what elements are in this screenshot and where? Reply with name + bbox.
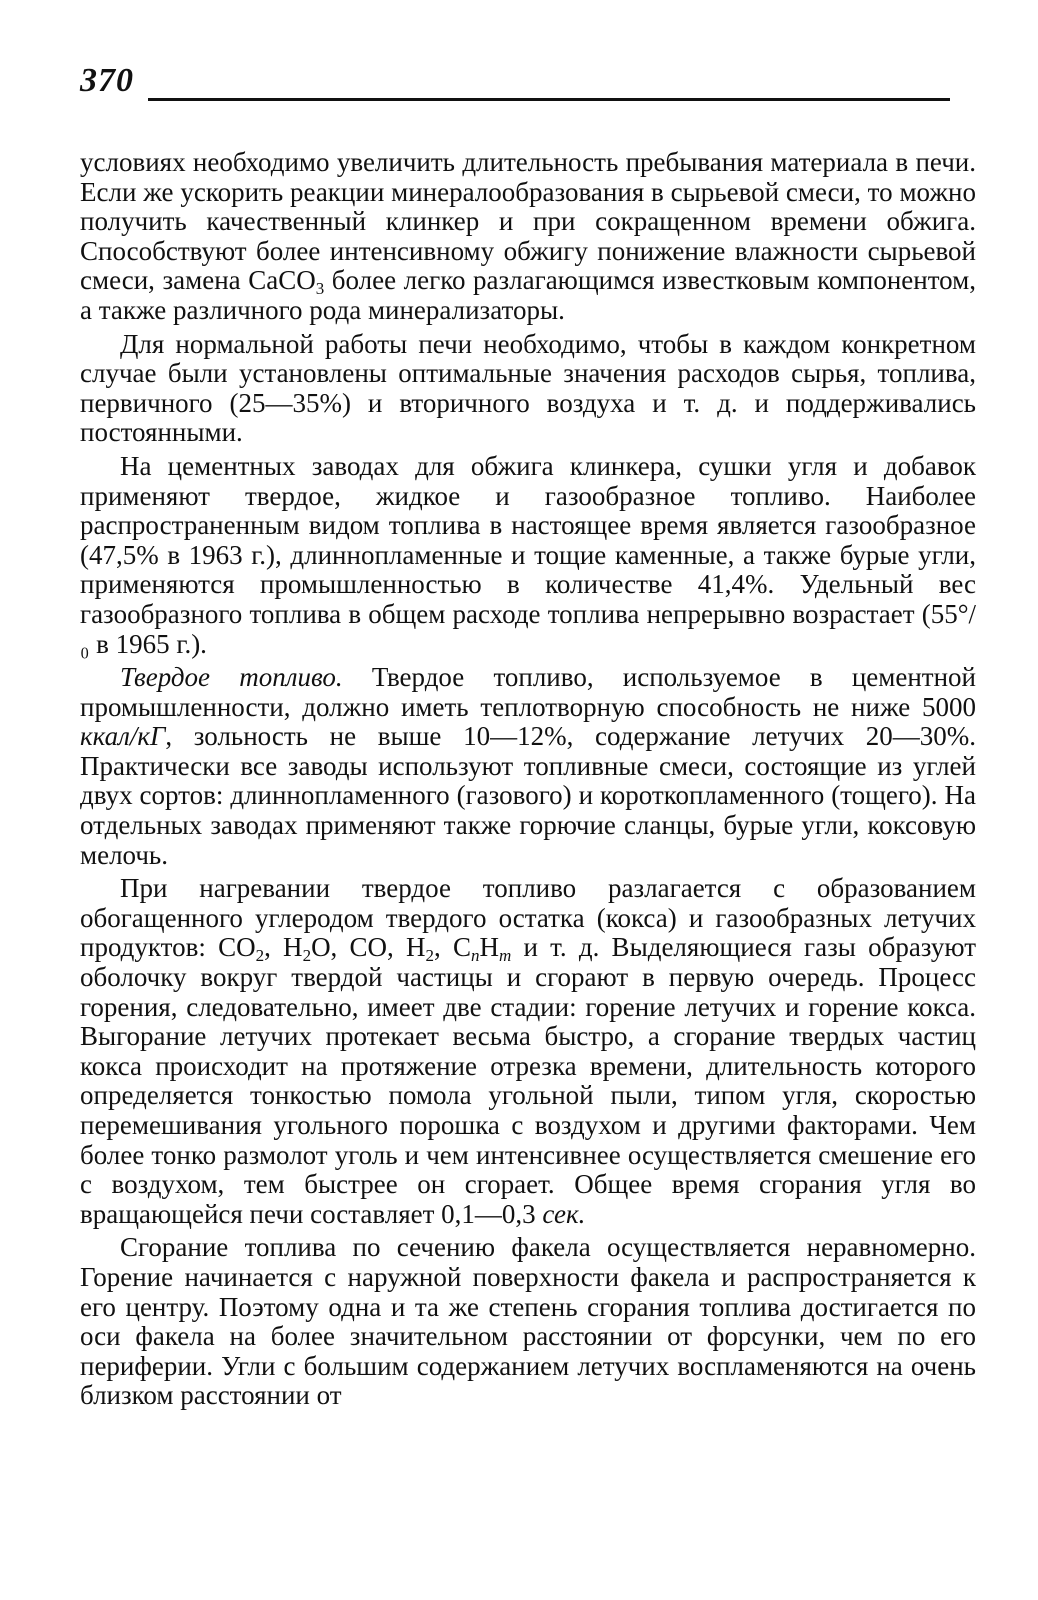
unit-label: сек. xyxy=(542,1198,586,1229)
paragraph-4 xyxy=(80,663,976,870)
page-header xyxy=(80,60,950,110)
paragraph-text: и т. д. Выделяющиеся газы образуют оболочку вокруг твердой частицы и сгорают в первую очередь. Процесс горения, следовательно, имеет две стадии: горение летучих и горение кокса. Выгорание летучих протекает весьма быстро, а сгорание твердых частиц кокса происходит на протяжение отрезка времени, длительность которого определяется тонкостью помола угольной пыли, типом угля, скоростью перемешивания угольного порошка с воздухом и другими факторами. Чем более тонко размолот уголь и чем интенсивнее осуществляется смешение его с воздухом, тем быстрее он сгорает. Общее время сгорания угля во вращающейся печи составляет 0,1—0,3 xyxy=(80,932,977,1229)
paragraph-1 xyxy=(80,148,976,326)
paragraph-3: На цементных заводах для обжига клинкера, сушки угля и добавок применяют твердое, жидкое и газообразное топливо. Наиболее распространенным видом топлива в настоящее время является газообразное (47,5% в 1963 г.), длиннопламенные и тощие каменные, а также бурые угли, применяются промышленностью в количестве 41,4%. Удельный вес газообразного топлива в общем расходе топлива непрерывно возрастает (55°/₀ в 1965 г.). xyxy=(80,450,976,659)
subscript: 2 xyxy=(425,946,434,966)
section-heading: Твердое топливо. xyxy=(120,662,343,693)
paragraph-text: условиях необходимо увеличить длительность пребывания материала в печи. Если же ускорить реакции минералообразования в сырьевой смеси, то можно получить качественный клинкер и при сокращенном времени обжига. Способствуют более интенсивному обжигу понижение влажности сырьевой смеси, замена CaCO xyxy=(80,147,976,296)
header-rule xyxy=(148,98,950,101)
body-text xyxy=(80,148,976,1411)
paragraph-2: Для нормальной работы печи необходимо, чтобы в каждом конкретном случае были установлены оптимальные значения расходов сырья, топлива, первичного (25—35%) и вторичного воздуха и т. д. и поддерживались постоянными. xyxy=(80,328,976,448)
paragraph-text: , H xyxy=(264,932,303,963)
page-number: 370 xyxy=(80,62,134,99)
subscript: 3 xyxy=(315,279,325,299)
paragraph-text: более легко разлагающимся известковым компонентом, а также различного рода минерализаторы. xyxy=(80,265,976,325)
subscript: 2 xyxy=(255,946,265,966)
paragraph-text: Твердое топливо, используемое в цементной промышленности, должно иметь теплотворную способность не ниже 5000 xyxy=(80,662,976,722)
paragraph-6: Сгорание топлива по сечению факела осуществляется неравномерно. Горение начинается с наружной поверхности факела и распространяется к его центру. Поэтому одна и та же степень сгорания топлива достигается по оси факела на более значительном расстоянии от форсунки, чем по его периферии. Угли с большим содержанием летучих воспламеняются на очень близком расстоянии от xyxy=(80,1232,976,1411)
subscript: m xyxy=(498,946,512,966)
subscript: 2 xyxy=(302,946,312,966)
unit-label: ккал/кГ xyxy=(80,721,166,752)
paragraph-text: O, CO, H xyxy=(311,932,426,963)
paragraph-text: , C xyxy=(434,932,471,963)
paragraph-text: , зольность не выше 10—12%, содержание летучих 20—30%. Практически все заводы используют топливные смеси, состоящие из углей двух сортов: длиннопламенного (газового) и короткопламенного (тощего). На отдельных заводах применяют также горючие сланцы, бурые угли, коксовую мелочь. xyxy=(80,721,976,870)
subscript: n xyxy=(470,946,480,966)
paragraph-5 xyxy=(80,874,976,1229)
paragraph-text: H xyxy=(479,932,499,963)
paragraph-text: При нагревании твердое топливо разлагается с образованием обогащенного углеродом твердого остатка (кокса) и газообразных летучих продуктов: CO xyxy=(80,873,976,963)
